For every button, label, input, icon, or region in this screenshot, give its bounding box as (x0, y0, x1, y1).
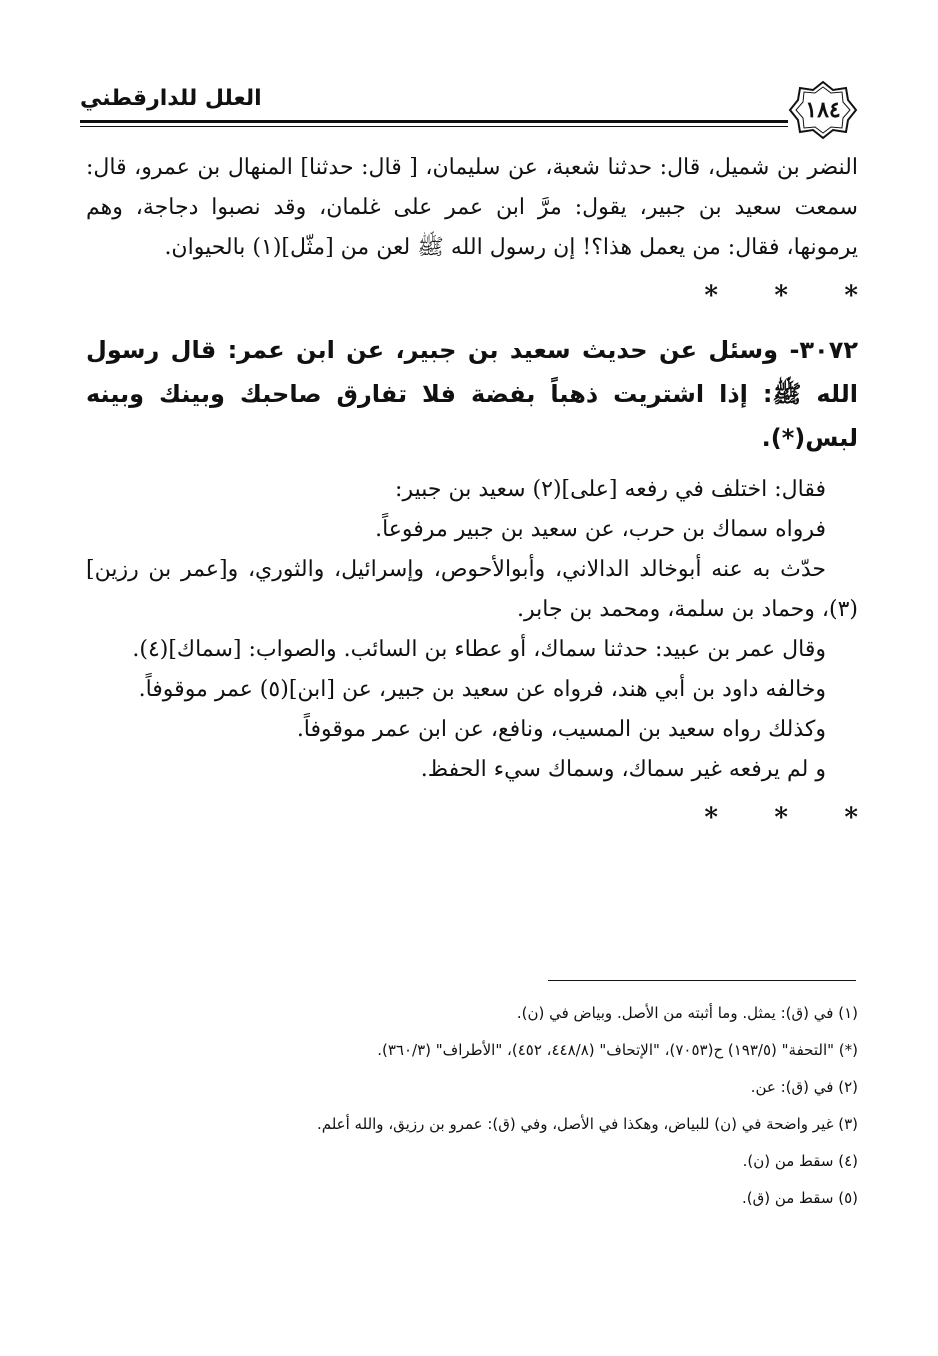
section-separator (86, 274, 858, 318)
page-number: ١٨٤ (805, 97, 841, 123)
footnote-divider (548, 980, 856, 981)
page-number-badge (788, 80, 858, 140)
text-line: وخالفه داود بن أبي هند، فرواه عن سعيد بن جبير، عن [ابن](٥) عمر موقوفاً. (138, 677, 826, 702)
text-line: فقال: اختلف في رفعه [على](٢) سعيد بن جبير: (395, 477, 826, 502)
footnotes (86, 995, 858, 1217)
text-line: فرواه سماك بن حرب، عن سعيد بن جبير مرفوعاً. (375, 517, 826, 542)
star-mark: * (774, 281, 788, 311)
paragraph-continuation: النضر بن شميل، قال: حدثنا شعبة، عن سليمان، [ قال: حدثنا] المنهال بن عمرو، قال: سمعت سعيد بن جبير، يقول: مرَّ ابن عمر على غلمان، وقد نصبوا دجاجة، وهم يرمونها، فقال: من يعمل هذا؟! إن رسول الله ﷺ لعن من [مثّل](١) بالحيوان. (86, 155, 858, 260)
footnote: (١) في (ق): يمثل. وما أثبته من الأصل. وبياض في (ن). (516, 1004, 858, 1022)
star-mark: * (774, 803, 788, 833)
text-line: و لم يرفعه غير سماك، وسماك سيء الحفظ. (420, 757, 826, 782)
footnote: (٣) غير واضحة في (ن) للبياض، وهكذا في الأصل، وفي (ق): عمرو بن رزيق، والله أعلم. (316, 1115, 858, 1133)
footnote: (*) "التحفة" (١٩٣/٥) ح(٧٠٥٣)، "الإتحاف" (٤٤٨/٨، ٤٥٢)، "الأطراف" (٣٦٠/٣). (377, 1041, 858, 1059)
hadith-heading: ٣٠٧٢- وسئل عن حديث سعيد بن جبير، عن ابن عمر: قال رسول الله ﷺ: إذا اشتريت ذهباً بفضة فلا تفارق صاحبك وبينك وبينه لبس(*). (86, 336, 858, 452)
star-mark: * (844, 281, 858, 311)
star-mark: * (704, 803, 718, 833)
text-line: وكذلك رواه سعيد بن المسيب، ونافع، عن ابن عمر موقوفاً. (296, 717, 826, 742)
text-line: وقال عمر بن عبيد: حدثنا سماك، أو عطاء بن السائب. والصواب: [سماك](٤). (132, 637, 826, 662)
text-line: حدّث به عنه أبوخالد الدالاني، وأبوالأحوص، وإسرائيل، والثوري، و[عمر بن رزين](٣)، وحماد بن سلمة، ومحمد بن جابر. (86, 557, 858, 622)
book-title: العلل للدارقطني (80, 86, 262, 111)
footnote: (٤) سقط من (ن). (742, 1152, 858, 1170)
star-mark: * (844, 803, 858, 833)
footnote: (٥) سقط من (ق). (741, 1189, 858, 1207)
main-text (86, 148, 858, 850)
header-rule (80, 120, 788, 127)
star-mark: * (704, 281, 718, 311)
page-header (80, 80, 858, 140)
footnote: (٢) في (ق): عن. (750, 1078, 858, 1096)
section-separator (86, 796, 858, 840)
